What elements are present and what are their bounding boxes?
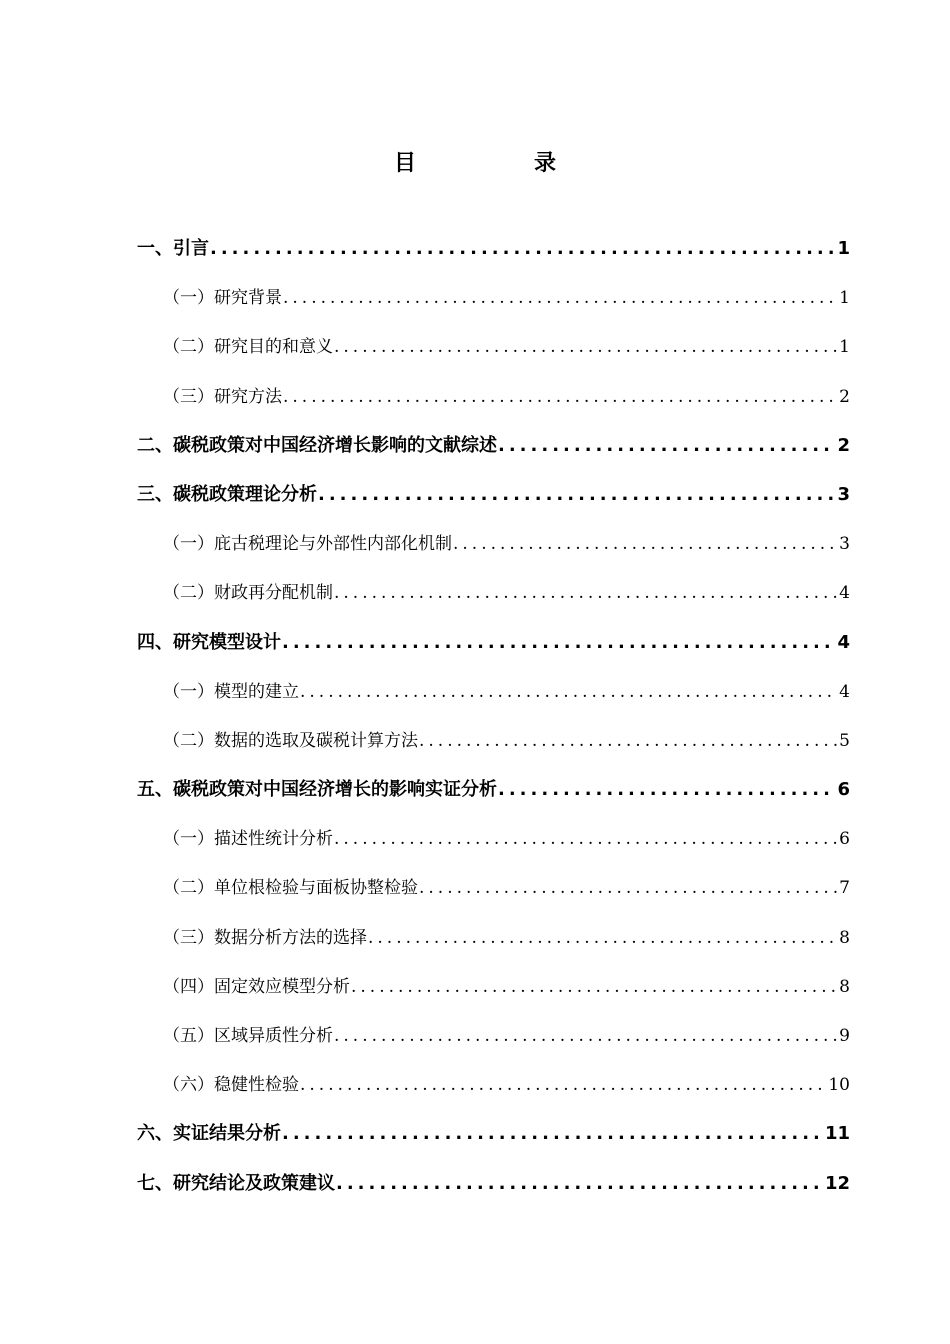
toc-entry-label: 七、研究结论及政策建议 [137,1172,335,1194]
toc-entry-label: 二、碳税政策对中国经济增长影响的文献综述 [137,434,497,456]
toc-entry[interactable] [137,527,850,576]
toc-entry[interactable] [137,822,850,871]
toc-leader-dots [300,675,837,709]
toc-leader-dots [334,1019,837,1053]
toc-entry-label: 四、研究模型设计 [137,631,281,653]
toc-entry-page: 10 [828,1075,850,1096]
toc-leader-dots [498,429,835,463]
toc-entry[interactable] [137,675,850,724]
page-title: 目 录 [393,151,604,176]
toc-entry-label: 六、实证结果分析 [137,1123,281,1145]
toc-entry-label: 五、碳税政策对中国经济增长的影响实证分析 [137,779,497,801]
toc-entry-page: 5 [839,730,850,751]
toc-entry-page: 1 [837,238,850,259]
toc-entry-page: 4 [839,681,850,702]
toc-entry-label: （二）财政再分配机制 [163,583,333,604]
toc-entry-page: 2 [839,386,850,407]
toc-leader-dots [419,724,837,758]
toc-entry-page: 1 [839,337,850,358]
toc-entry-page: 12 [824,1172,850,1194]
toc-entry-page: 8 [839,927,850,948]
toc-entry-page: 1 [839,288,850,309]
toc-entry-label: （六）稳健性检验 [163,1075,299,1096]
toc-entry[interactable] [137,232,850,281]
toc-entry[interactable] [137,871,850,920]
table-of-contents [137,232,850,1216]
toc-entry[interactable] [137,970,850,1019]
toc-entry-page: 6 [837,779,850,801]
toc-leader-dots [419,871,837,905]
toc-entry[interactable] [137,576,850,625]
toc-entry-page: 9 [839,1026,850,1046]
toc-leader-dots [282,626,835,660]
toc-entry[interactable] [137,626,850,675]
toc-entry-page: 7 [839,878,850,899]
toc-entry-label: （三）研究方法 [163,386,282,407]
toc-leader-dots [334,330,837,364]
toc-entry-label: （五）区域异质性分析 [163,1026,333,1046]
toc-entry[interactable] [137,1167,850,1216]
toc-entry-label: （二）单位根检验与面板协整检验 [163,878,418,899]
toc-entry[interactable] [137,478,850,527]
toc-leader-dots [210,232,835,266]
toc-entry-page: 4 [837,631,850,653]
toc-leader-dots [334,576,837,610]
toc-entry-page: 4 [839,583,850,604]
toc-entry[interactable] [137,281,850,330]
toc-entry[interactable] [137,380,850,429]
toc-entry[interactable] [137,921,850,970]
toc-entry-page: 8 [839,976,850,997]
toc-entry-page: 6 [839,829,850,850]
toc-leader-dots [498,773,835,807]
toc-leader-dots [334,822,837,856]
toc-entry-label: （一）模型的建立 [163,681,299,702]
toc-entry-label: （二）研究目的和意义 [163,337,333,358]
toc-entry-label: （二）数据的选取及碳税计算方法 [163,730,418,751]
toc-leader-dots [318,478,835,512]
toc-entry[interactable] [137,1117,850,1166]
toc-leader-dots [300,1068,826,1102]
toc-entry-page: 2 [837,434,850,456]
toc-entry[interactable] [137,429,850,478]
toc-leader-dots [283,281,837,315]
toc-leader-dots [282,1117,823,1151]
toc-leader-dots [336,1167,823,1201]
toc-entry[interactable] [137,330,850,379]
toc-entry[interactable] [137,1019,850,1068]
toc-entry-page: 11 [824,1123,850,1145]
toc-leader-dots [351,970,837,1004]
toc-leader-dots [453,527,837,561]
toc-entry-label: 一、引言 [137,238,209,259]
toc-leader-dots [283,380,837,414]
toc-entry-label: 三、碳税政策理论分析 [137,483,317,505]
toc-entry-label: （一）研究背景 [163,288,282,309]
toc-entry-label: （四）固定效应模型分析 [163,976,350,997]
toc-leader-dots [368,921,837,955]
toc-entry-page: 3 [837,483,850,505]
toc-entry-label: （一）庇古税理论与外部性内部化机制 [163,534,452,555]
toc-entry[interactable] [137,1068,850,1117]
toc-entry-page: 3 [839,534,850,555]
toc-entry[interactable] [137,724,850,773]
toc-entry-label: （三）数据分析方法的选择 [163,927,367,948]
toc-entry-label: （一）描述性统计分析 [163,829,333,850]
toc-entry[interactable] [137,773,850,822]
